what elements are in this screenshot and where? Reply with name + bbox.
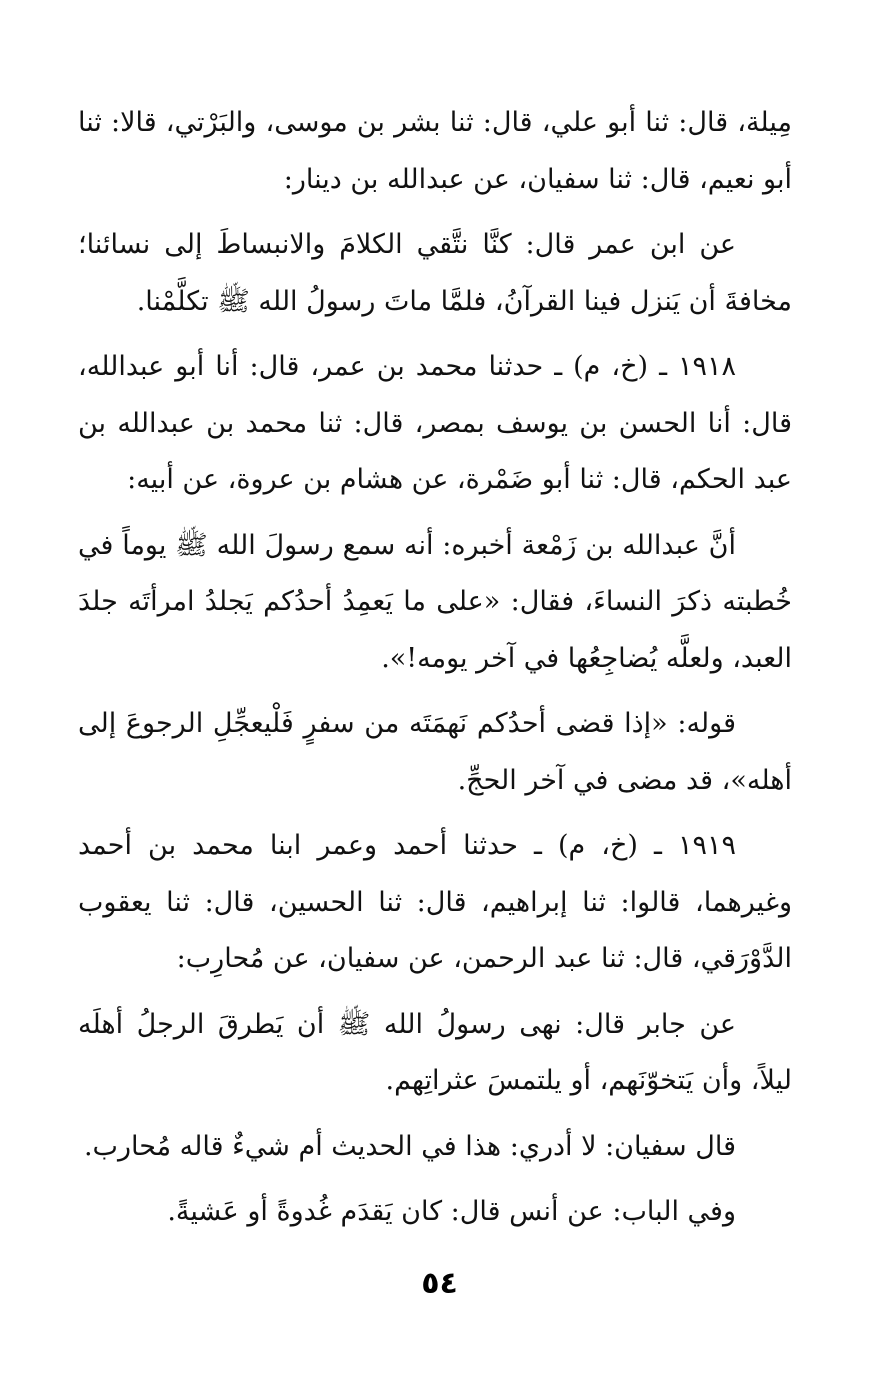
paragraph-hadith-1918-matn: أنَّ عبدالله بن زَمْعة أخبره: أنه سمع رسولَ الله ﷺ يوماً في خُطبته ذكرَ النساءَ، فقال: «على ما يَعمِدُ أحدُكم يَجلدُ امرأتَه جلدَ العبد، ولعلَّه يُضاجِعُها في آخر يومه!». <box>78 529 792 674</box>
paragraph-hadith-1919-matn: عن جابر قال: نهى رسولُ الله ﷺ أن يَطرقَ الرجلُ أهلَه ليلاً، وأن يَتخوّنَهم، أو يلتمسَ عثراتِهم. <box>78 1008 792 1096</box>
page-number: ٥٤ <box>421 1266 458 1301</box>
paragraph-ibn-umar-hadith: عن ابن عمر قال: كنَّا نتَّقي الكلامَ والانبساطَ إلى نسائنا؛ مخافةَ أن يَنزل فينا القرآنُ، فلمَّا ماتَ رسولُ الله ﷺ تكلَّمْنا. <box>78 229 792 317</box>
paragraph-sufyan-comment: قال سفيان: لا أدري: هذا في الحديث أم شيءٌ قاله مُحارب. <box>83 1130 736 1162</box>
paragraph-isnad-opening: مِيلة، قال: ثنا أبو علي، قال: ثنا بشر بن موسى، والبَرْتي، قالا: ثنا أبو نعيم، قال: ثنا سفيان، عن عبدالله بن دينار: <box>78 107 792 195</box>
paragraph-bab-anas: وفي الباب: عن أنس قال: كان يَقدَم غُدوةً أو عَشيةً. <box>167 1196 736 1227</box>
page-body <box>78 95 792 1250</box>
paragraph-hadith-1918-isnad: ١٩١٨ ـ (خ، م) ـ حدثنا محمد بن عمر، قال: أنا أبو عبدالله، قال: أنا الحسن بن يوسف بمصر، قال: ثنا محمد بن عبدالله بن عبد الحكم، قال: ثنا أبو ضَمْرة، عن هشام بن عروة، عن أبيه: <box>78 351 792 495</box>
paragraph-hadith-1919-isnad: ١٩١٩ ـ (خ، م) ـ حدثنا أحمد وعمر ابنا محمد بن أحمد وغيرهما، قالوا: ثنا إبراهيم، قال: ثنا الحسين، قال: ثنا يعقوب الدَّوْرَقي، قال: ثنا عبد الرحمن، عن سفيان، عن مُحارِب: <box>78 830 792 974</box>
paragraph-qawluhu-note: قوله: «إذا قضى أحدُكم نَهمَتَه من سفرٍ فَلْيعجِّلِ الرجوعَ إلى أهله»، قد مضى في آخر الحجِّ. <box>78 708 792 796</box>
